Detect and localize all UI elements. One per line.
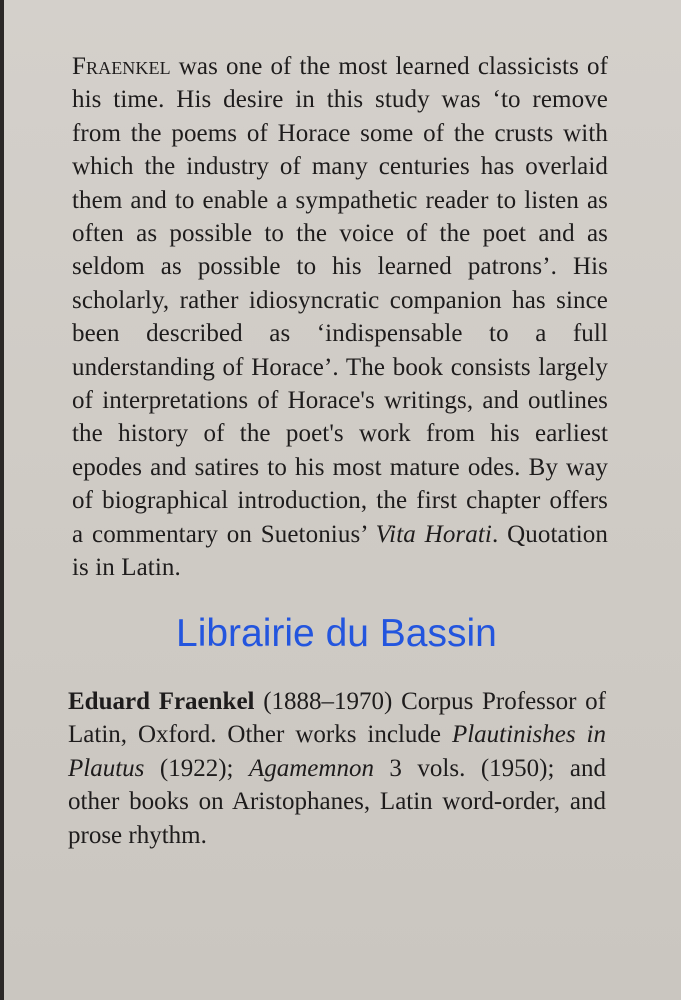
book-description (72, 50, 608, 585)
author-name: Eduard Fraenkel (68, 688, 255, 715)
bookseller-watermark: Librairie du Bassin (176, 612, 497, 655)
description-text: was one of the most learned classicists of his time. His desire in this study was ‘to remove from the poems of Horace some of the crusts with which the industry of many centuries has overlaid them and to enable a sympathetic reader to listen as often as possible to the voice of the poet and as seldom as possible to his learned patrons’. His scholarly, rather idiosyncratic companion has since been described as ‘indispensable to a full understanding of Horace’. The book consists largely of interpretations of Horace's writings, and outlines the history of the poet's work from his earliest epodes and satires to his most mature odes. By way of biographical introduction, the first chapter offers a commentary on Suetonius’ (72, 53, 608, 548)
description-text-end: . Quotation is in Latin. (72, 520, 608, 582)
bio-text-2: (1922); (144, 754, 249, 782)
author-surname-smallcaps: Fraenkel (72, 53, 171, 80)
bio-text-3: 3 vols. (1950); and other books on Aristophanes, Latin word-order, and prose rhythm. (68, 754, 606, 849)
cover-spine-edge (0, 0, 4, 1000)
work-title-agamemnon: Agamemnon (248, 754, 374, 782)
vita-horati-title: Vita Horati (375, 520, 492, 548)
work-title-plautus: Plautinishes in Plautus (68, 721, 606, 782)
author-bio (68, 685, 606, 852)
bio-text: (1888–1970) Corpus Professor of Latin, Oxford. Other works include (68, 688, 607, 749)
